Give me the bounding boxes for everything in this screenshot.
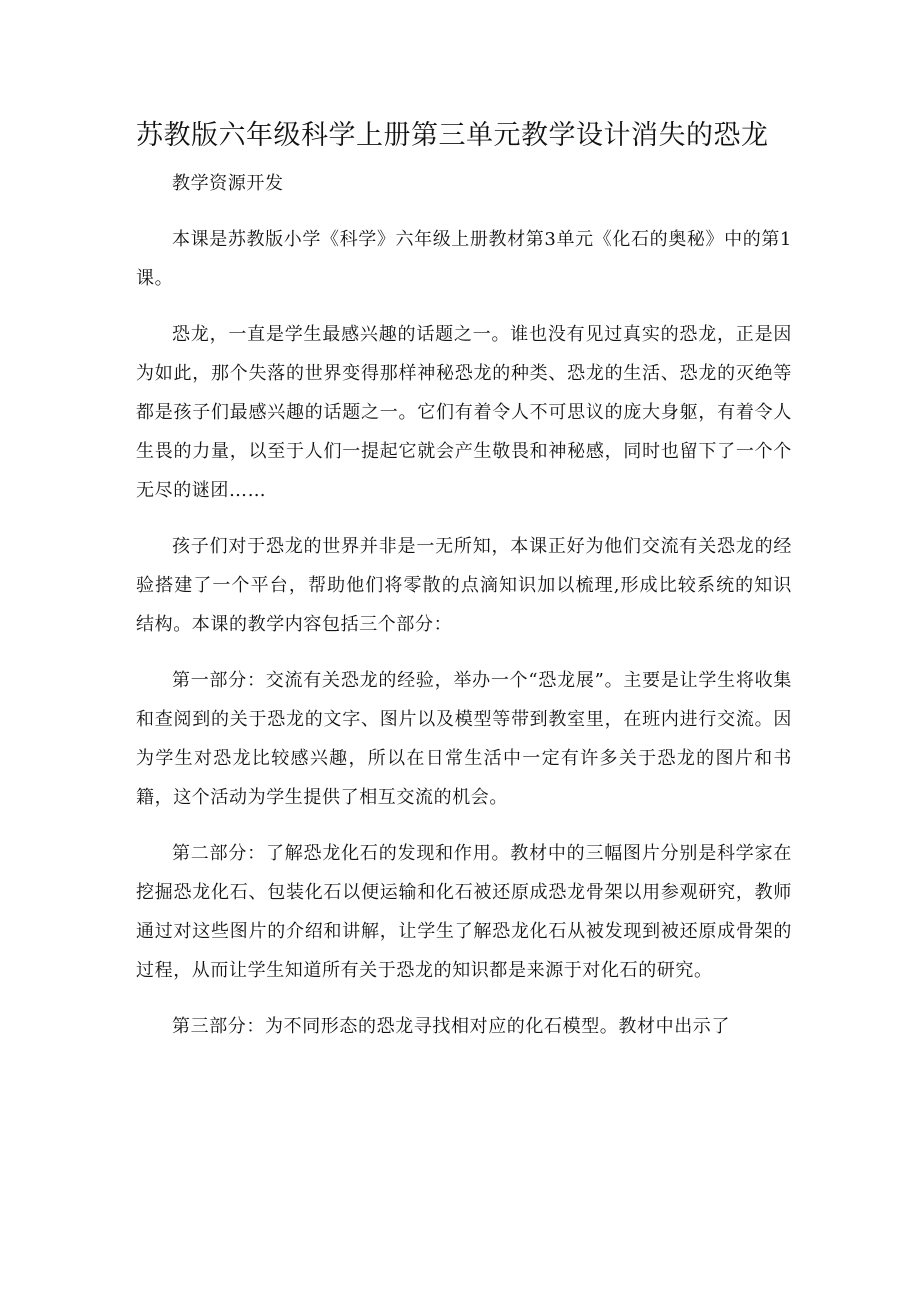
document-title: 苏教版六年级科学上册第三单元教学设计消失的恐龙 <box>136 120 769 151</box>
paragraph-part-one: 第一部分：交流有关恐龙的经验，举办一个“恐龙展”。主要是让学生将收集和查阅到的关于恐龙的文字、图片以及模型等带到教室里，在班内进行交流。因为学生对恐龙比较感兴趣，所以在日常生活中一定有许多关于恐龙的图片和书籍，这个活动为学生提供了相互交流的机会。 <box>136 670 792 808</box>
paragraph-part-three: 第三部分：为不同形态的恐龙寻找相对应的化石模型。教材中出示了 <box>172 1016 730 1037</box>
paragraph-intro: 本课是苏教版小学《科学》六年级上册教材第3单元《化石的奥秘》中的第1课。 <box>136 229 792 289</box>
paragraph-part-two: 第二部分：了解恐龙化石的发现和作用。教材中的三幅图片分别是科学家在挖掘恐龙化石、包装化石以便运输和化石被还原成恐龙骨架以用参观研究，教师通过对这些图片的介绍和讲解，让学生了解恐龙化石从被发现到被还原成骨架的过程，从而让学生知道所有关于恐龙的知识都是来源于对化石的研究。 <box>136 843 792 981</box>
section-heading: 教学资源开发 <box>172 173 284 194</box>
document-body <box>136 164 792 1063</box>
paragraph-dinosaur-interest: 恐龙，一直是学生最感兴趣的话题之一。谁也没有见过真实的恐龙，正是因为如此，那个失落的世界变得那样神秘恐龙的种类、恐龙的生活、恐龙的灭绝等都是孩子们最感兴趣的话题之一。它们有着令人不可思议的庞大身躯，有着令人生畏的力量，以至于人们一提起它就会产生敬畏和神秘感，同时也留下了一个个无尽的谜团…… <box>136 324 792 501</box>
paragraph-lesson-content: 孩子们对于恐龙的世界并非是一无所知，本课正好为他们交流有关恐龙的经验搭建了一个平台，帮助他们将零散的点滴知识加以梳理,形成比较系统的知识结构。本课的教学内容包括三个部分： <box>136 536 792 635</box>
